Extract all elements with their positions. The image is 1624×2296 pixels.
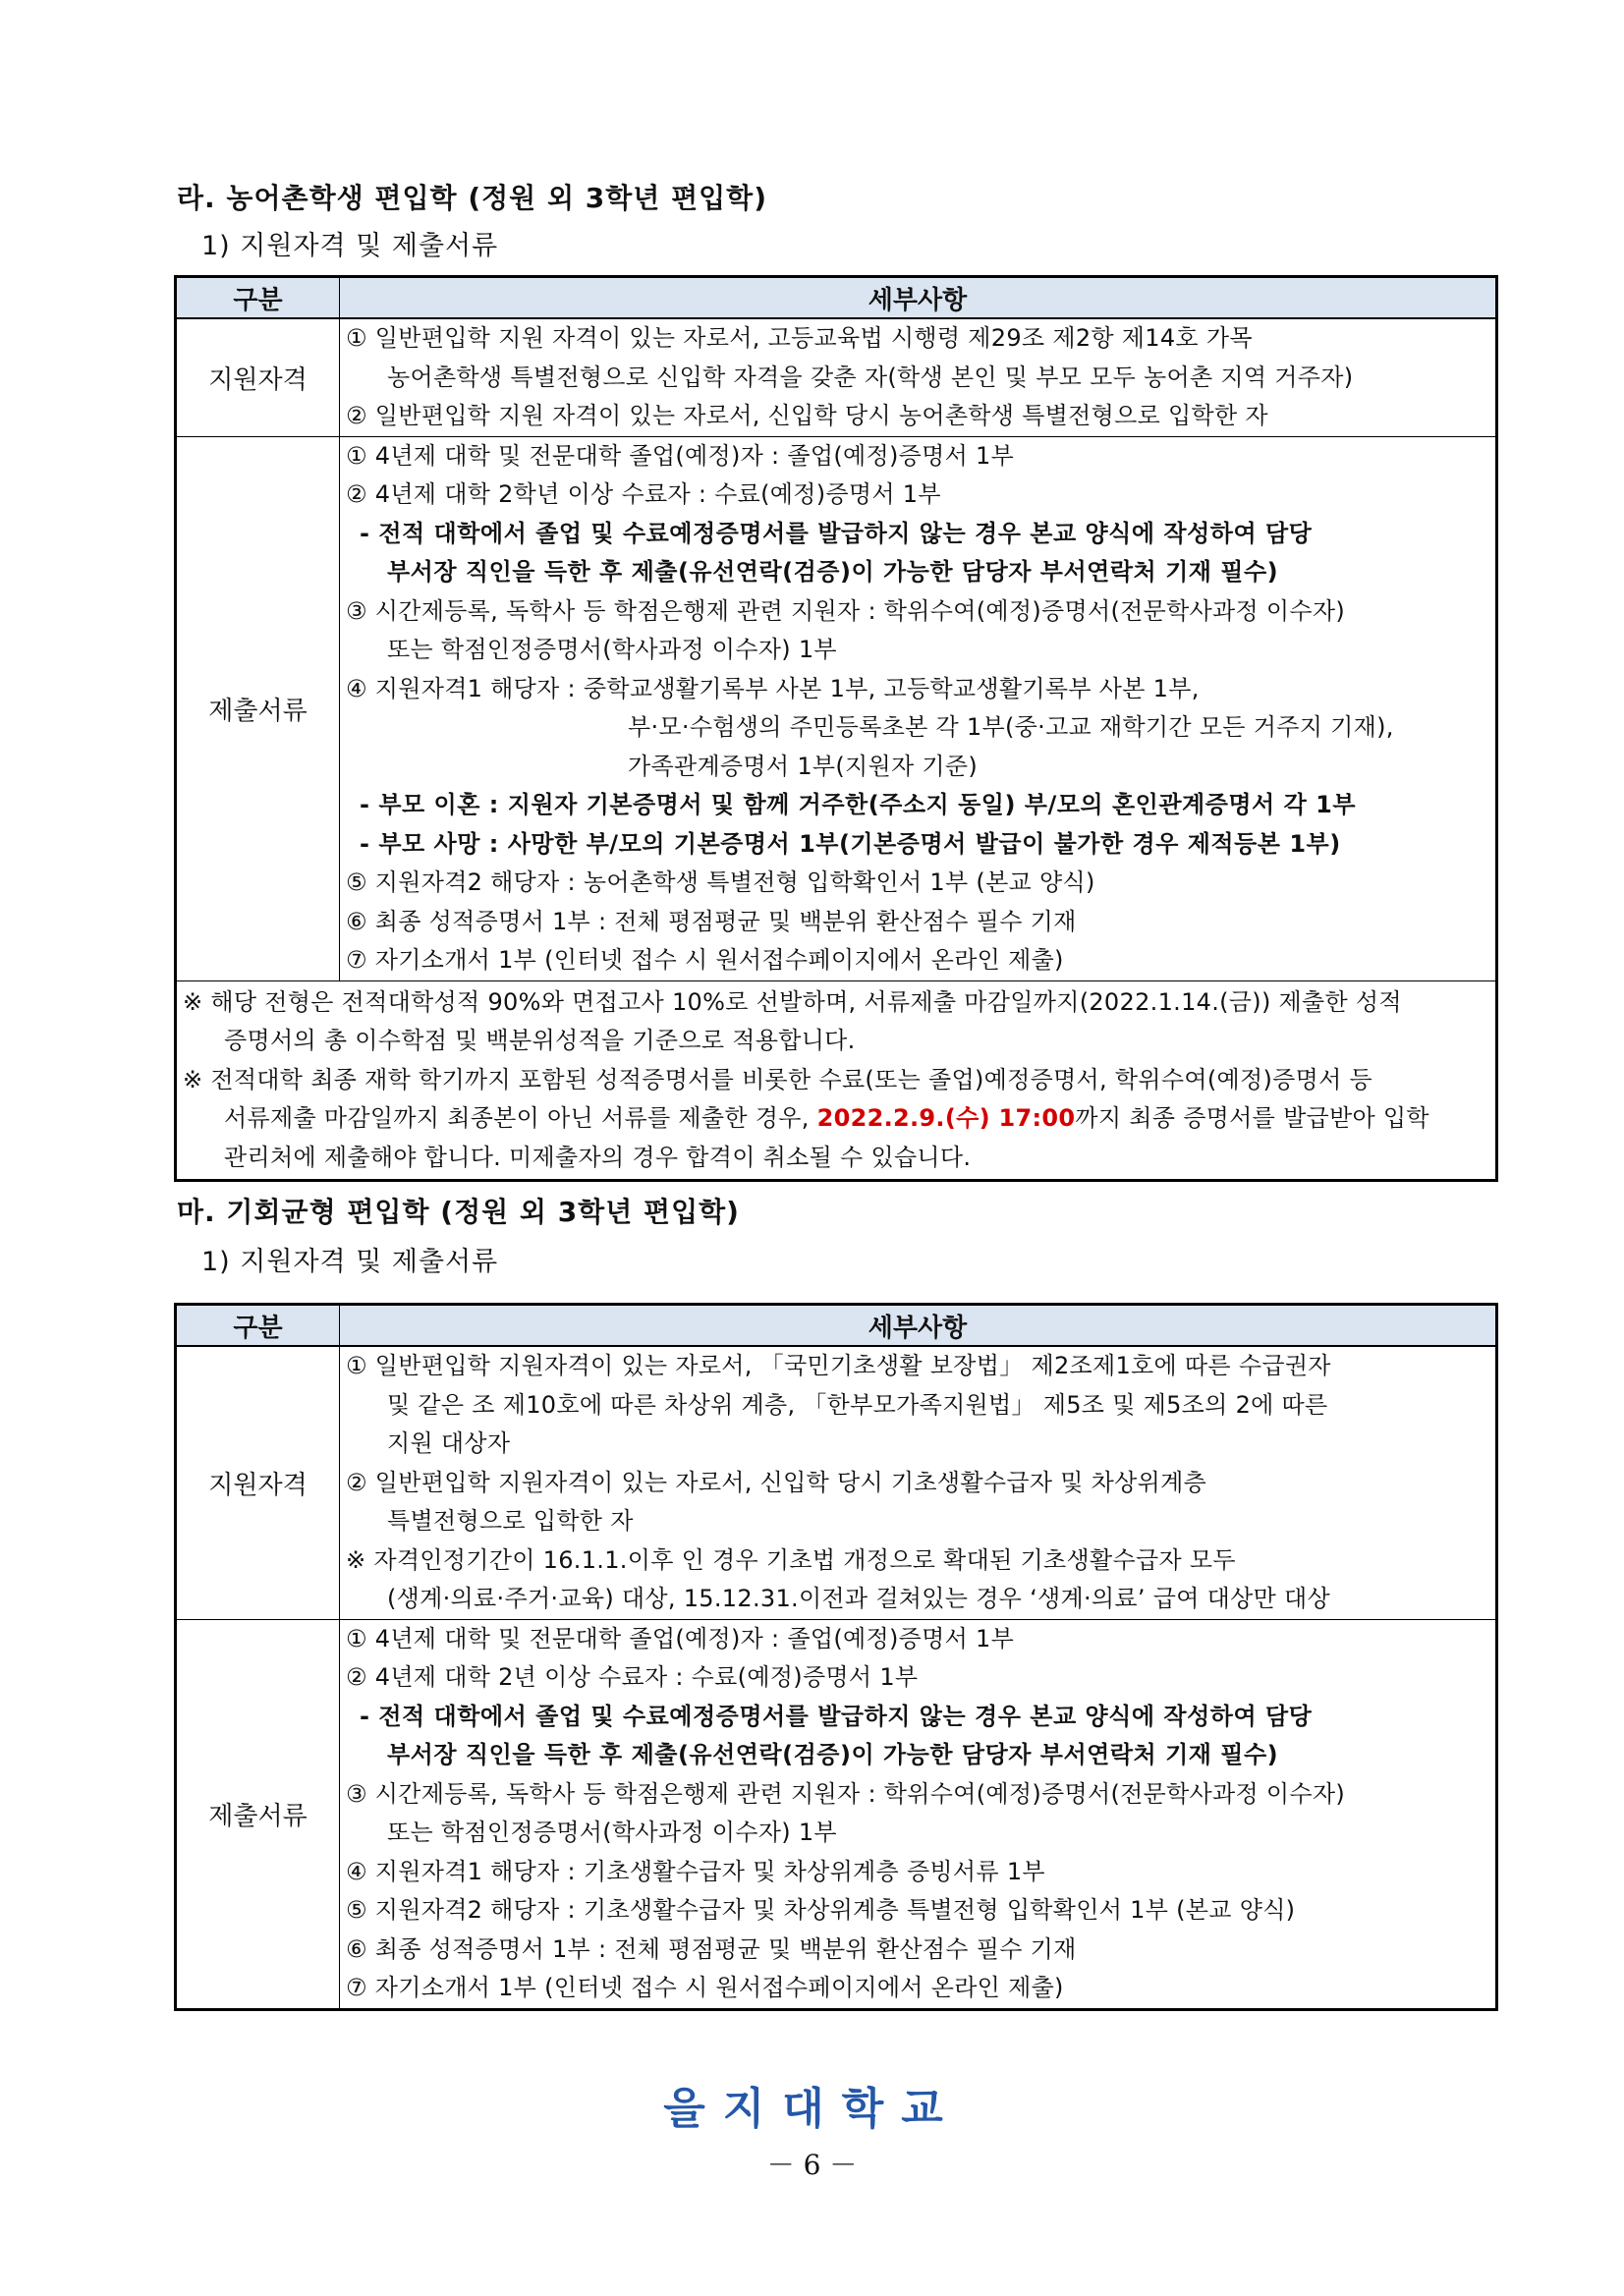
detail-line-bold: - 부모 사망 : 사망한 부/모의 기본증명서 1부(기본증명서 발급이 불가한 경우 제적등본 1부): [360, 829, 1341, 858]
detail-line: ② 4년제 대학 2학년 이상 수료자 : 수료(예정)증명서 1부: [346, 480, 941, 508]
section-title-ma: 마. 기회균형 편입학 (정원 외 3학년 편입학): [177, 1196, 740, 1228]
detail-line-bold: - 부모 이혼 : 지원자 기본증명서 및 함께 거주한(주소지 동일) 부/모의 혼인관계증명서 각 1부: [360, 791, 1357, 818]
detail-line: ⑤ 지원자격2 해당자 : 농어촌학생 특별전형 입학확인서 1부 (본교 양식): [346, 868, 1095, 896]
detail-line: ④ 지원자격1 해당자 : 기초생활수급자 및 차상위계층 증빙서류 1부: [346, 1857, 1045, 1885]
detail-line: ③ 시간제등록, 독학사 등 학점은행제 관련 지원자 : 학위수여(예정)증명서(전문학사과정 이수자): [346, 1779, 1346, 1808]
header-category: 구분: [176, 277, 340, 319]
detail-line: 또는 학점인정증명서(학사과정 이수자) 1부: [387, 636, 837, 663]
table-ma: [174, 1303, 1498, 2011]
section-subtitle-ma: 1) 지원자격 및 제출서류: [201, 1247, 499, 1277]
detail-line-bold: - 전적 대학에서 졸업 및 수료예정증명서를 발급하지 않는 경우 본교 양식에 작성하여 담당: [360, 1702, 1313, 1730]
detail-line: 지원 대상자: [387, 1429, 511, 1457]
detail-line-bold: - 전적 대학에서 졸업 및 수료예정증명서를 발급하지 않는 경우 본교 양식에 작성하여 담당: [360, 519, 1313, 547]
detail-line: (생계·의료·주거·교육) 대상, 15.12.31.이전과 걸쳐있는 경우 ‘생계·의료’ 급여 대상만 대상: [387, 1585, 1330, 1612]
detail-line: ⑤ 지원자격2 해당자 : 기초생활수급자 및 차상위계층 특별전형 입학확인서 1부 (본교 양식): [346, 1896, 1296, 1924]
school-name: 을지대학교: [663, 2084, 961, 2134]
table-row-eligibility: [176, 1346, 1497, 1619]
detail-line: ① 4년제 대학 및 전문대학 졸업(예정)자 : 졸업(예정)증명서 1부: [346, 441, 1015, 470]
detail-line: ※ 자격인정기간이 16.1.1.이후 인 경우 기초법 개정으로 확대된 기초생활수급자 모두: [346, 1545, 1236, 1574]
detail-line-bold: 부서장 직인을 득한 후 제출(유선연락(검증)이 가능한 담당자 부서연락처 기재 필수): [387, 1741, 1279, 1768]
deadline-date: 2022.2.9.(수) 17:00: [816, 1104, 1076, 1132]
note-line: ※ 해당 전형은 전적대학성적 90%와 면접고사 10%로 선발하며, 서류제출 마감일까지(2022.1.14.(금)) 제출한 성적: [183, 987, 1402, 1016]
row-label-eligibility: 지원자격: [176, 1346, 340, 1619]
row-label-eligibility: 지원자격: [176, 318, 340, 436]
detail-line: ② 4년제 대학 2년 이상 수료자 : 수료(예정)증명서 1부: [346, 1663, 919, 1691]
table-header-row: [176, 1305, 1497, 1347]
detail-line: 또는 학점인정증명서(학사과정 이수자) 1부: [387, 1819, 837, 1846]
page-number: － 6 －: [766, 2149, 858, 2181]
row-label-documents: 제출서류: [176, 436, 340, 980]
documents-details: [340, 436, 1497, 980]
table-row-documents: [176, 436, 1497, 980]
detail-line-bold: 부서장 직인을 득한 후 제출(유선연락(검증)이 가능한 담당자 부서연락처 기재 필수): [387, 558, 1279, 586]
detail-line: ⑦ 자기소개서 1부 (인터넷 접수 시 원서접수페이지에서 온라인 제출): [346, 946, 1064, 974]
eligibility-details: [340, 318, 1497, 436]
table-header-row: [176, 277, 1497, 319]
note-text: 서류제출 마감일까지 최종본이 아닌 서류를 제출한 경우,: [224, 1104, 810, 1132]
detail-line: ⑥ 최종 성적증명서 1부 : 전체 평점평균 및 백분위 환산점수 필수 기재: [346, 1934, 1077, 1963]
header-details: 세부사항: [340, 1305, 1497, 1347]
header-details: 세부사항: [340, 277, 1497, 319]
table-row-documents: [176, 1619, 1497, 2009]
detail-line: 및 같은 조 제10호에 따른 차상위 계층, 「한부모가족지원법」 제5조 및 제5조의 2에 따른: [387, 1390, 1328, 1419]
table-ra: [174, 275, 1498, 1182]
detail-line: ② 일반편입학 지원자격이 있는 자로서, 신입학 당시 기초생활수급자 및 차상위계층: [346, 1468, 1207, 1496]
detail-line: ⑦ 자기소개서 1부 (인터넷 접수 시 원서접수페이지에서 온라인 제출): [346, 1974, 1064, 2001]
detail-line: ② 일반편입학 지원 자격이 있는 자로서, 신입학 당시 농어촌학생 특별전형으로 입학한 자: [346, 402, 1268, 429]
note-line: ※ 전적대학 최종 재학 학기까지 포함된 성적증명서를 비롯한 수료(또는 졸업)예정증명서, 학위수여(예정)증명서 등: [183, 1065, 1372, 1093]
detail-line: 특별전형으로 입학한 자: [387, 1507, 634, 1535]
detail-line: 가족관계증명서 1부(지원자 기준): [628, 752, 979, 780]
detail-line: ① 일반편입학 지원자격이 있는 자로서, 「국민기초생활 보장법」 제2조제1호에 따른 수급권자: [346, 1352, 1331, 1379]
notes-cell: [176, 980, 1497, 1181]
section-subtitle-ra: 1) 지원자격 및 제출서류: [201, 231, 499, 261]
detail-line: 농어촌학생 특별전형으로 신입학 자격을 갖춘 자(학생 본인 및 부모 모두 농어촌 지역 거주자): [387, 363, 1354, 391]
detail-line: ① 일반편입학 지원 자격이 있는 자로서, 고등교육법 시행령 제29조 제2항 제14호 가목: [346, 324, 1253, 352]
note-line: 관리처에 제출해야 합니다. 미제출자의 경우 합격이 취소될 수 있습니다.: [224, 1143, 972, 1171]
header-category: 구분: [176, 1305, 340, 1347]
section-title-ra: 라. 농어촌학생 편입학 (정원 외 3학년 편입학): [177, 182, 768, 214]
table-row-notes: [176, 980, 1497, 1181]
note-line: 증명서의 총 이수학점 및 백분위성적을 기준으로 적용합니다.: [224, 1027, 856, 1054]
table-row-eligibility: [176, 318, 1497, 436]
detail-line: ① 4년제 대학 및 전문대학 졸업(예정)자 : 졸업(예정)증명서 1부: [346, 1624, 1015, 1652]
note-text: 까지 최종 증명서를 발급받아 입학: [1075, 1104, 1429, 1132]
documents-details: [340, 1619, 1497, 2009]
detail-line: 부·모·수험생의 주민등록초본 각 1부(중·고교 재학기간 모든 거주지 기재),: [628, 713, 1394, 741]
detail-line: ④ 지원자격1 해당자 : 중학교생활기록부 사본 1부, 고등학교생활기록부 사본 1부,: [346, 674, 1200, 702]
eligibility-details: [340, 1346, 1497, 1619]
detail-line: ③ 시간제등록, 독학사 등 학점은행제 관련 지원자 : 학위수여(예정)증명서(전문학사과정 이수자): [346, 596, 1346, 625]
row-label-documents: 제출서류: [176, 1619, 340, 2009]
detail-line: ⑥ 최종 성적증명서 1부 : 전체 평점평균 및 백분위 환산점수 필수 기재: [346, 907, 1077, 935]
note-line-with-date: [183, 1099, 1487, 1139]
